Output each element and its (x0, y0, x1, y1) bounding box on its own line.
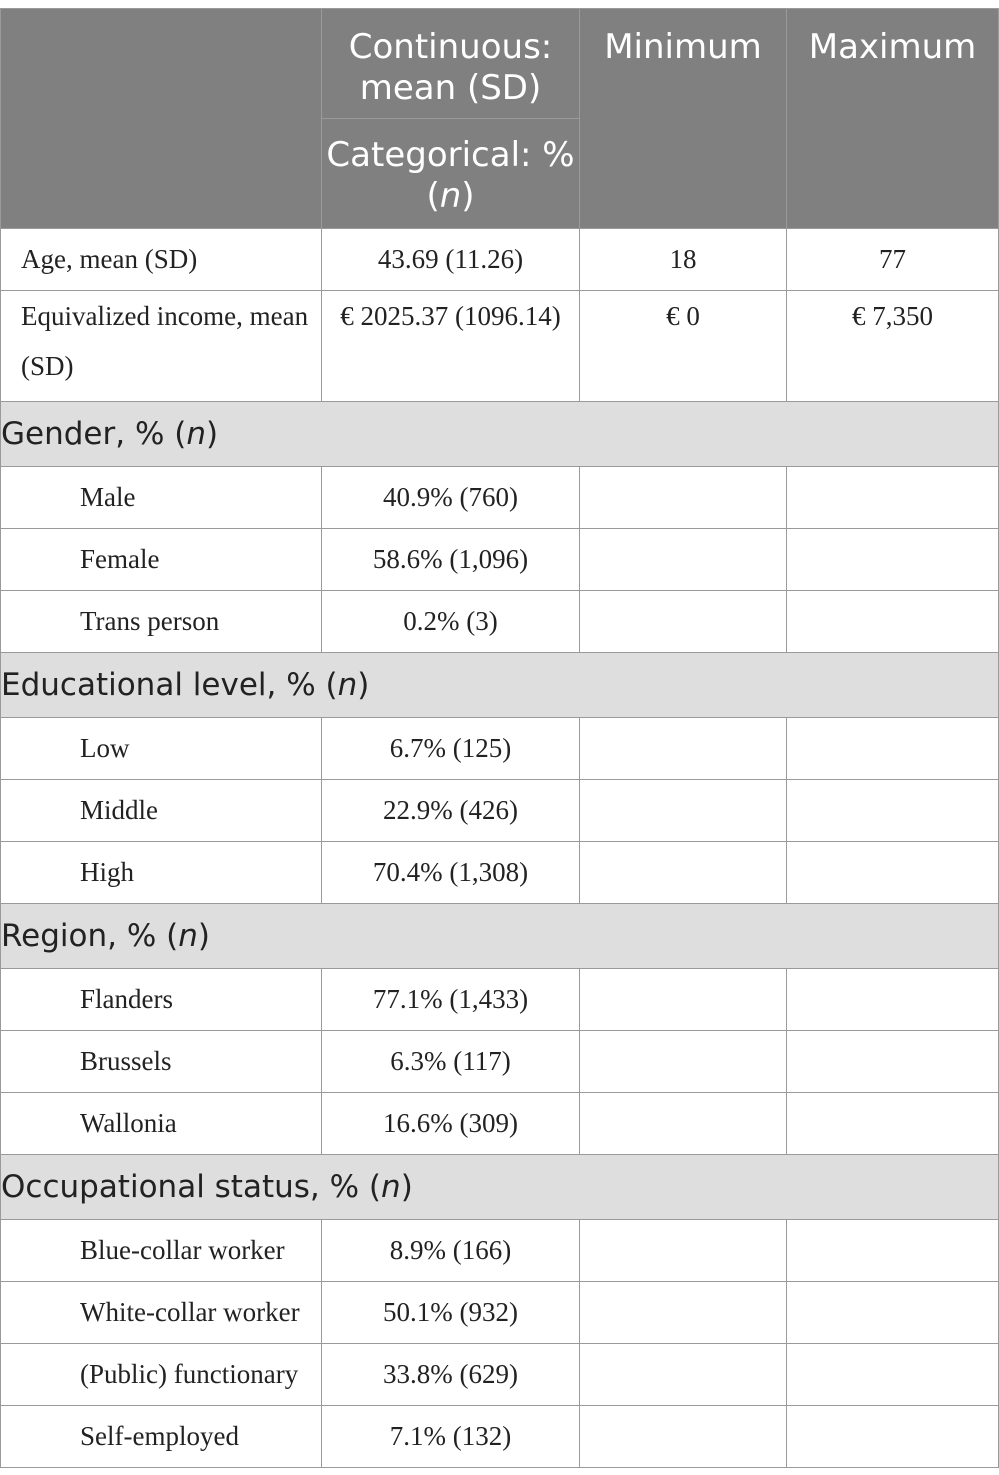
section-title-text: Gender, % ( (1, 416, 187, 452)
row-max (787, 529, 999, 591)
table-row (1, 780, 999, 842)
header-empty-cell (1, 9, 322, 229)
row-label: Wallonia (1, 1093, 322, 1155)
row-max (787, 1031, 999, 1093)
row-label: Equivalized income, mean (SD) (1, 291, 322, 402)
table-row (1, 1406, 999, 1468)
row-max (787, 1220, 999, 1282)
row-label: High (1, 842, 322, 904)
table-row (1, 842, 999, 904)
section-title-suffix: ) (197, 918, 211, 954)
row-value: 8.9% (166) (322, 1220, 580, 1282)
section-header-occupation (1, 1155, 999, 1220)
row-label: Trans person (1, 591, 322, 653)
row-min: 18 (580, 229, 787, 291)
row-min (580, 780, 787, 842)
header-maximum-label: Maximum (808, 27, 977, 67)
table-row (1, 969, 999, 1031)
section-title-n: n (337, 667, 358, 703)
table-row (1, 229, 999, 291)
row-label: Low (1, 718, 322, 780)
row-min (580, 1220, 787, 1282)
row-value: 0.2% (3) (322, 591, 580, 653)
row-label: Female (1, 529, 322, 591)
header-continuous (322, 9, 580, 119)
table-row (1, 1344, 999, 1406)
section-title-suffix: ) (357, 667, 370, 703)
row-label: (Public) functionary (1, 1344, 322, 1406)
row-label: White-collar worker (1, 1282, 322, 1344)
table-row (1, 291, 999, 402)
row-max (787, 1344, 999, 1406)
row-value: 16.6% (309) (322, 1093, 580, 1155)
header-categorical-suffix: ) (461, 176, 475, 216)
section-title-text: Educational level, % ( (1, 667, 338, 703)
row-value: 6.3% (117) (322, 1031, 580, 1093)
row-value: 77.1% (1,433) (322, 969, 580, 1031)
section-title (1, 653, 999, 718)
row-label: Age, mean (SD) (1, 229, 322, 291)
row-max (787, 718, 999, 780)
row-min (580, 842, 787, 904)
row-value: € 2025.37 (1096.14) (322, 291, 580, 402)
row-max (787, 1282, 999, 1344)
row-max (787, 591, 999, 653)
row-label: Self-employed (1, 1406, 322, 1468)
row-value: 33.8% (629) (322, 1344, 580, 1406)
section-title-n: n (178, 918, 198, 954)
row-value: 40.9% (760) (322, 467, 580, 529)
section-title (1, 402, 999, 467)
descriptives-table (0, 8, 999, 1468)
row-min (580, 529, 787, 591)
row-min (580, 591, 787, 653)
row-max (787, 1093, 999, 1155)
row-min (580, 1406, 787, 1468)
row-min (580, 1031, 787, 1093)
header-categorical (322, 119, 580, 229)
row-value: 7.1% (132) (322, 1406, 580, 1468)
header-categorical-n: n (439, 176, 462, 216)
row-label: Male (1, 467, 322, 529)
table-row (1, 467, 999, 529)
row-value: 50.1% (932) (322, 1282, 580, 1344)
section-header-region (1, 904, 999, 969)
header-minimum-label: Minimum (604, 27, 762, 67)
table-row (1, 718, 999, 780)
header-maximum (787, 9, 999, 229)
row-value: 22.9% (426) (322, 780, 580, 842)
section-header-education (1, 653, 999, 718)
table-row (1, 529, 999, 591)
row-min (580, 467, 787, 529)
row-value: 6.7% (125) (322, 718, 580, 780)
row-value: 70.4% (1,308) (322, 842, 580, 904)
header-continuous-label: Continuous: mean (SD) (348, 27, 553, 108)
section-title-n: n (381, 1169, 401, 1205)
row-min (580, 1344, 787, 1406)
row-label: Brussels (1, 1031, 322, 1093)
row-label: Flanders (1, 969, 322, 1031)
section-title-n: n (186, 416, 207, 452)
row-value: 58.6% (1,096) (322, 529, 580, 591)
header-minimum (580, 9, 787, 229)
section-title-text: Region, % ( (1, 918, 179, 954)
table-row (1, 1031, 999, 1093)
row-max: € 7,350 (787, 291, 999, 402)
header-categorical-prefix: Categorical: % ( (326, 135, 575, 216)
row-max (787, 467, 999, 529)
row-max: 77 (787, 229, 999, 291)
row-value: 43.69 (11.26) (322, 229, 580, 291)
section-title-suffix: ) (400, 1169, 413, 1205)
row-min (580, 1093, 787, 1155)
section-title-text: Occupational status, % ( (1, 1169, 382, 1205)
row-label: Middle (1, 780, 322, 842)
row-max (787, 1406, 999, 1468)
row-label: Blue-collar worker (1, 1220, 322, 1282)
section-title (1, 1155, 999, 1220)
table-row (1, 1282, 999, 1344)
section-header-gender (1, 402, 999, 467)
row-max (787, 969, 999, 1031)
row-max (787, 780, 999, 842)
row-min (580, 1282, 787, 1344)
section-title (1, 904, 999, 969)
row-min (580, 969, 787, 1031)
row-min: € 0 (580, 291, 787, 402)
table-row (1, 1220, 999, 1282)
table-row (1, 1093, 999, 1155)
row-min (580, 718, 787, 780)
section-title-suffix: ) (206, 416, 219, 452)
row-max (787, 842, 999, 904)
table-row (1, 591, 999, 653)
